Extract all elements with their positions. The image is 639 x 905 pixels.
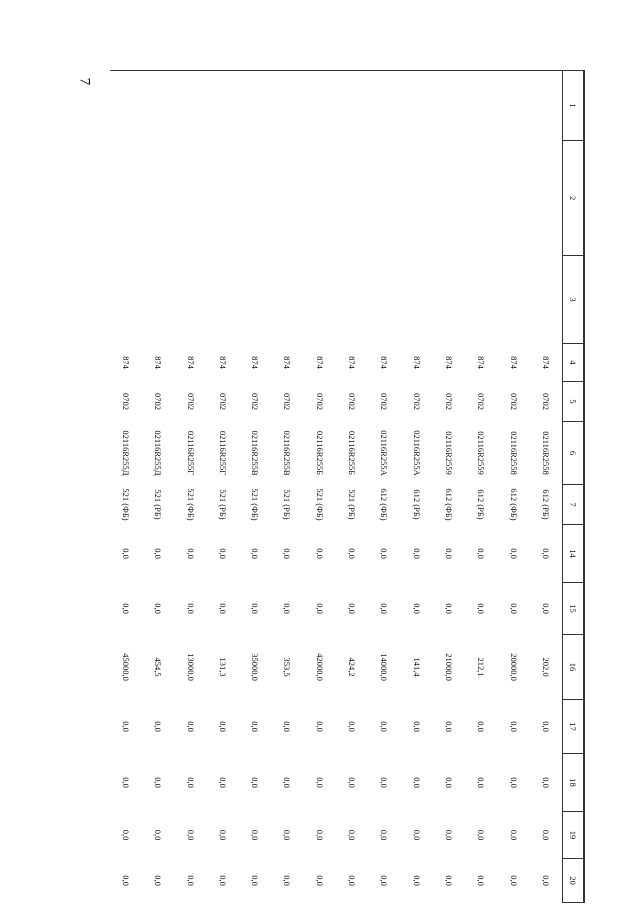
table-cell: 0702 xyxy=(347,393,358,410)
table-cell: 874 xyxy=(282,356,293,369)
table-cell xyxy=(433,141,465,256)
table-cell: 0,0 xyxy=(443,603,454,614)
table-cell: 141,4 xyxy=(411,657,422,677)
rotated-table-container xyxy=(115,70,585,886)
table-cell: 0,0 xyxy=(411,721,422,732)
table-cell: 0,0 xyxy=(347,829,358,841)
table-cell: 0,0 xyxy=(379,875,390,886)
table-cell xyxy=(207,141,239,256)
table-cell: 0,0 xyxy=(153,777,164,788)
table-cell: 0,0 xyxy=(379,721,390,732)
column-header: 15 xyxy=(563,583,585,635)
table-cell: 0,0 xyxy=(282,721,293,732)
table-cell: 0,0 xyxy=(314,829,325,841)
table-cell xyxy=(174,256,206,344)
table-cell: 0702 xyxy=(443,393,454,410)
table-row xyxy=(465,71,497,903)
table-cell: 14000,0 xyxy=(379,653,390,681)
table-cell: 0,0 xyxy=(282,875,293,886)
table-cell: 0702 xyxy=(379,393,390,410)
table-cell: 02116R255В xyxy=(250,430,261,476)
table-cell xyxy=(336,141,368,256)
table-cell xyxy=(142,141,174,256)
table-cell: 0,0 xyxy=(282,548,293,559)
column-header: 1 xyxy=(563,71,585,141)
table-cell: 0,0 xyxy=(540,777,551,788)
table-cell: 353,5 xyxy=(282,657,293,677)
table-cell: 0,0 xyxy=(379,829,390,841)
table-cell xyxy=(239,71,271,141)
table-cell xyxy=(239,141,271,256)
table-cell: 0,0 xyxy=(411,777,422,788)
table-cell: 42000,0 xyxy=(314,653,325,681)
table-cell: 0,0 xyxy=(121,829,131,841)
table-cell: 21000,0 xyxy=(443,653,454,681)
table-cell: 0,0 xyxy=(153,603,164,614)
table-cell: 0,0 xyxy=(347,777,358,788)
table-cell: 521 (РБ) xyxy=(153,489,164,520)
table-row xyxy=(530,71,563,903)
table-cell: 0,0 xyxy=(217,548,228,559)
table-cell: 521 (РБ) xyxy=(217,489,228,520)
table-cell: 0,0 xyxy=(347,548,358,559)
table-cell: 02116R2558 xyxy=(508,431,519,475)
table-cell: 0702 xyxy=(282,393,293,410)
table-cell: 521 (РБ) xyxy=(347,489,358,520)
table-cell: 0702 xyxy=(121,393,131,410)
table-cell: 0,0 xyxy=(508,548,519,559)
table-cell: 02116R255Г xyxy=(185,430,196,476)
table-cell xyxy=(110,256,142,344)
table-cell: 02116R255Б xyxy=(347,430,358,476)
table-cell: 0,0 xyxy=(476,721,487,732)
table-cell: 521 (ФБ) xyxy=(121,488,131,521)
table-cell: 0,0 xyxy=(282,777,293,788)
table-cell: 02116R255Д xyxy=(153,430,164,476)
table-cell: 0,0 xyxy=(540,875,551,886)
table-row xyxy=(304,71,336,903)
table-cell: 0,0 xyxy=(476,829,487,841)
table-cell: 0702 xyxy=(217,393,228,410)
table-cell: 0,0 xyxy=(314,777,325,788)
table-body xyxy=(110,71,563,903)
table-cell: 0,0 xyxy=(314,603,325,614)
table-cell: 0,0 xyxy=(250,777,261,788)
table-cell: 612 (ФБ) xyxy=(443,488,454,521)
table-cell: 0,0 xyxy=(121,548,131,559)
column-header: 19 xyxy=(563,812,585,859)
column-header: 20 xyxy=(563,859,585,903)
table-cell: 0,0 xyxy=(185,875,196,886)
table-row xyxy=(401,71,433,903)
table-cell: 0,0 xyxy=(443,548,454,559)
table-cell: 0,0 xyxy=(153,829,164,841)
table-row xyxy=(368,71,400,903)
column-header: 4 xyxy=(563,344,585,382)
table-cell: 02116R2559 xyxy=(476,431,487,475)
table-cell: 874 xyxy=(250,356,261,369)
table-cell: 612 (РБ) xyxy=(540,489,551,520)
table-cell: 02116R255А xyxy=(379,430,390,476)
table-cell: 13000,0 xyxy=(185,653,196,681)
table-cell: 0,0 xyxy=(379,548,390,559)
table-cell: 202,0 xyxy=(540,657,551,677)
column-header: 17 xyxy=(563,700,585,754)
table-cell xyxy=(465,71,497,141)
table-cell: 874 xyxy=(476,356,487,369)
column-header: 5 xyxy=(563,382,585,422)
table-cell xyxy=(401,71,433,141)
table-cell: 0,0 xyxy=(250,829,261,841)
table-cell: 02116R255Д xyxy=(121,430,131,476)
column-header: 16 xyxy=(563,635,585,700)
table-cell: 0,0 xyxy=(476,777,487,788)
table-row xyxy=(271,71,303,903)
table-cell: 0,0 xyxy=(153,548,164,559)
table-cell xyxy=(401,141,433,256)
table-cell: 521 (ФБ) xyxy=(250,488,261,521)
table-cell xyxy=(207,71,239,141)
table-cell: 0702 xyxy=(153,393,164,410)
table-cell: 20000,0 xyxy=(508,653,519,681)
table-cell xyxy=(530,256,563,344)
table-row xyxy=(433,71,465,903)
table-cell: 0,0 xyxy=(217,829,228,841)
column-header: 2 xyxy=(563,141,585,256)
table-cell: 0,0 xyxy=(314,875,325,886)
table-cell: 0,0 xyxy=(411,548,422,559)
table-cell xyxy=(174,71,206,141)
table-cell xyxy=(465,256,497,344)
table-cell xyxy=(497,71,529,141)
budget-table xyxy=(110,70,585,903)
table-cell: 0702 xyxy=(411,393,422,410)
table-cell: 0,0 xyxy=(185,603,196,614)
table-cell: 02116R2559 xyxy=(443,431,454,475)
table-cell: 0,0 xyxy=(347,875,358,886)
table-cell: 0,0 xyxy=(508,777,519,788)
table-cell: 874 xyxy=(347,356,358,369)
table-cell: 874 xyxy=(379,356,390,369)
table-row xyxy=(110,71,142,903)
table-cell: 874 xyxy=(121,356,131,369)
table-cell: 0,0 xyxy=(250,875,261,886)
table-cell xyxy=(465,141,497,256)
table-cell xyxy=(142,256,174,344)
table-cell xyxy=(433,71,465,141)
table-cell: 0,0 xyxy=(314,721,325,732)
table-cell: 0,0 xyxy=(250,548,261,559)
table-cell: 0,0 xyxy=(185,829,196,841)
table-cell: 0,0 xyxy=(411,603,422,614)
table-cell: 0702 xyxy=(540,393,551,410)
table-cell xyxy=(174,141,206,256)
table-cell: 874 xyxy=(508,356,519,369)
column-header: 18 xyxy=(563,754,585,812)
table-cell: 02116R255В xyxy=(282,430,293,476)
table-cell xyxy=(207,256,239,344)
table-cell xyxy=(110,141,142,256)
table-cell: 0,0 xyxy=(217,721,228,732)
table-cell: 0702 xyxy=(508,393,519,410)
table-cell: 0,0 xyxy=(217,875,228,886)
table-cell: 0,0 xyxy=(508,875,519,886)
table-cell: 0702 xyxy=(250,393,261,410)
table-cell: 0,0 xyxy=(153,875,164,886)
table-cell: 45000,0 xyxy=(121,653,131,681)
table-cell xyxy=(433,256,465,344)
table-row xyxy=(174,71,206,903)
table-header xyxy=(563,71,585,903)
table-cell: 0,0 xyxy=(185,548,196,559)
table-row xyxy=(497,71,529,903)
table-cell: 0,0 xyxy=(379,777,390,788)
table-cell: 0,0 xyxy=(314,548,325,559)
column-header: 3 xyxy=(563,256,585,344)
table-cell: 521 (ФБ) xyxy=(314,488,325,521)
table-cell: 612 (ФБ) xyxy=(379,488,390,521)
table-cell: 612 (РБ) xyxy=(411,489,422,520)
table-cell xyxy=(304,141,336,256)
column-header: 6 xyxy=(563,422,585,485)
table-cell: 0,0 xyxy=(411,829,422,841)
table-cell: 874 xyxy=(217,356,228,369)
table-row xyxy=(239,71,271,903)
table-cell xyxy=(368,141,400,256)
table-cell: 521 (ФБ) xyxy=(185,488,196,521)
table-cell: 0,0 xyxy=(443,721,454,732)
table-cell: 454,5 xyxy=(153,657,164,677)
table-cell: 0702 xyxy=(314,393,325,410)
table-cell: 424,2 xyxy=(347,657,358,677)
table-cell xyxy=(142,71,174,141)
table-cell: 612 (РБ) xyxy=(476,489,487,520)
table-cell xyxy=(336,71,368,141)
table-row xyxy=(207,71,239,903)
table-cell: 0,0 xyxy=(185,777,196,788)
table-cell: 02116R255А xyxy=(411,430,422,476)
table-cell: 0702 xyxy=(185,393,196,410)
table-cell: 0,0 xyxy=(443,875,454,886)
table-cell: 521 (РБ) xyxy=(282,489,293,520)
header-row xyxy=(563,71,585,903)
table-cell: 0,0 xyxy=(379,603,390,614)
table-cell: 0,0 xyxy=(121,875,131,886)
table-cell xyxy=(239,256,271,344)
table-cell: 02116R255Б xyxy=(314,430,325,476)
table-cell: 0702 xyxy=(476,393,487,410)
table-cell xyxy=(336,256,368,344)
table-row xyxy=(336,71,368,903)
table-cell: 0,0 xyxy=(282,603,293,614)
table-cell: 0,0 xyxy=(411,875,422,886)
page-number: 7 xyxy=(76,77,93,86)
table-cell xyxy=(497,256,529,344)
table-cell: 874 xyxy=(314,356,325,369)
table-cell: 0,0 xyxy=(153,721,164,732)
table-cell xyxy=(530,141,563,256)
table-cell: 0,0 xyxy=(282,829,293,841)
table-cell: 35000,0 xyxy=(250,653,261,681)
table-cell: 0,0 xyxy=(250,603,261,614)
table-cell xyxy=(271,71,303,141)
table-cell: 131,3 xyxy=(217,657,228,677)
table-cell xyxy=(401,256,433,344)
table-cell: 874 xyxy=(153,356,164,369)
column-header: 7 xyxy=(563,485,585,525)
table-cell: 0,0 xyxy=(443,829,454,841)
table-cell: 0,0 xyxy=(540,548,551,559)
table-cell: 0,0 xyxy=(217,777,228,788)
table-cell: 0,0 xyxy=(250,721,261,732)
table-cell: 0,0 xyxy=(443,777,454,788)
column-header: 14 xyxy=(563,525,585,583)
table-cell: 874 xyxy=(443,356,454,369)
table-cell: 0,0 xyxy=(121,603,131,614)
table-cell xyxy=(271,141,303,256)
table-cell: 0,0 xyxy=(508,721,519,732)
table-cell: 0,0 xyxy=(217,603,228,614)
table-cell xyxy=(497,141,529,256)
table-cell: 0,0 xyxy=(540,603,551,614)
table-cell: 0,0 xyxy=(185,721,196,732)
table-cell: 0,0 xyxy=(508,603,519,614)
table-row xyxy=(142,71,174,903)
table-cell xyxy=(304,256,336,344)
table-cell: 0,0 xyxy=(540,829,551,841)
table-cell: 612 (ФБ) xyxy=(508,488,519,521)
table-cell: 0,0 xyxy=(476,875,487,886)
table-cell xyxy=(271,256,303,344)
table-cell: 0,0 xyxy=(121,721,131,732)
table-cell: 874 xyxy=(540,356,551,369)
table-cell: 874 xyxy=(185,356,196,369)
table-cell: 0,0 xyxy=(121,777,131,788)
table-cell: 0,0 xyxy=(476,548,487,559)
table-cell: 212,1 xyxy=(476,657,487,677)
table-cell xyxy=(368,71,400,141)
table-cell: 0,0 xyxy=(508,829,519,841)
table-cell: 0,0 xyxy=(347,721,358,732)
table-cell xyxy=(110,71,142,141)
table-cell xyxy=(368,256,400,344)
table-cell: 02116R2558 xyxy=(540,431,551,475)
table-cell xyxy=(304,71,336,141)
table-cell: 0,0 xyxy=(540,721,551,732)
table-cell xyxy=(530,71,563,141)
table-cell: 0,0 xyxy=(347,603,358,614)
table-cell: 874 xyxy=(411,356,422,369)
table-cell: 0,0 xyxy=(476,603,487,614)
table-cell: 02116R255Г xyxy=(217,430,228,476)
